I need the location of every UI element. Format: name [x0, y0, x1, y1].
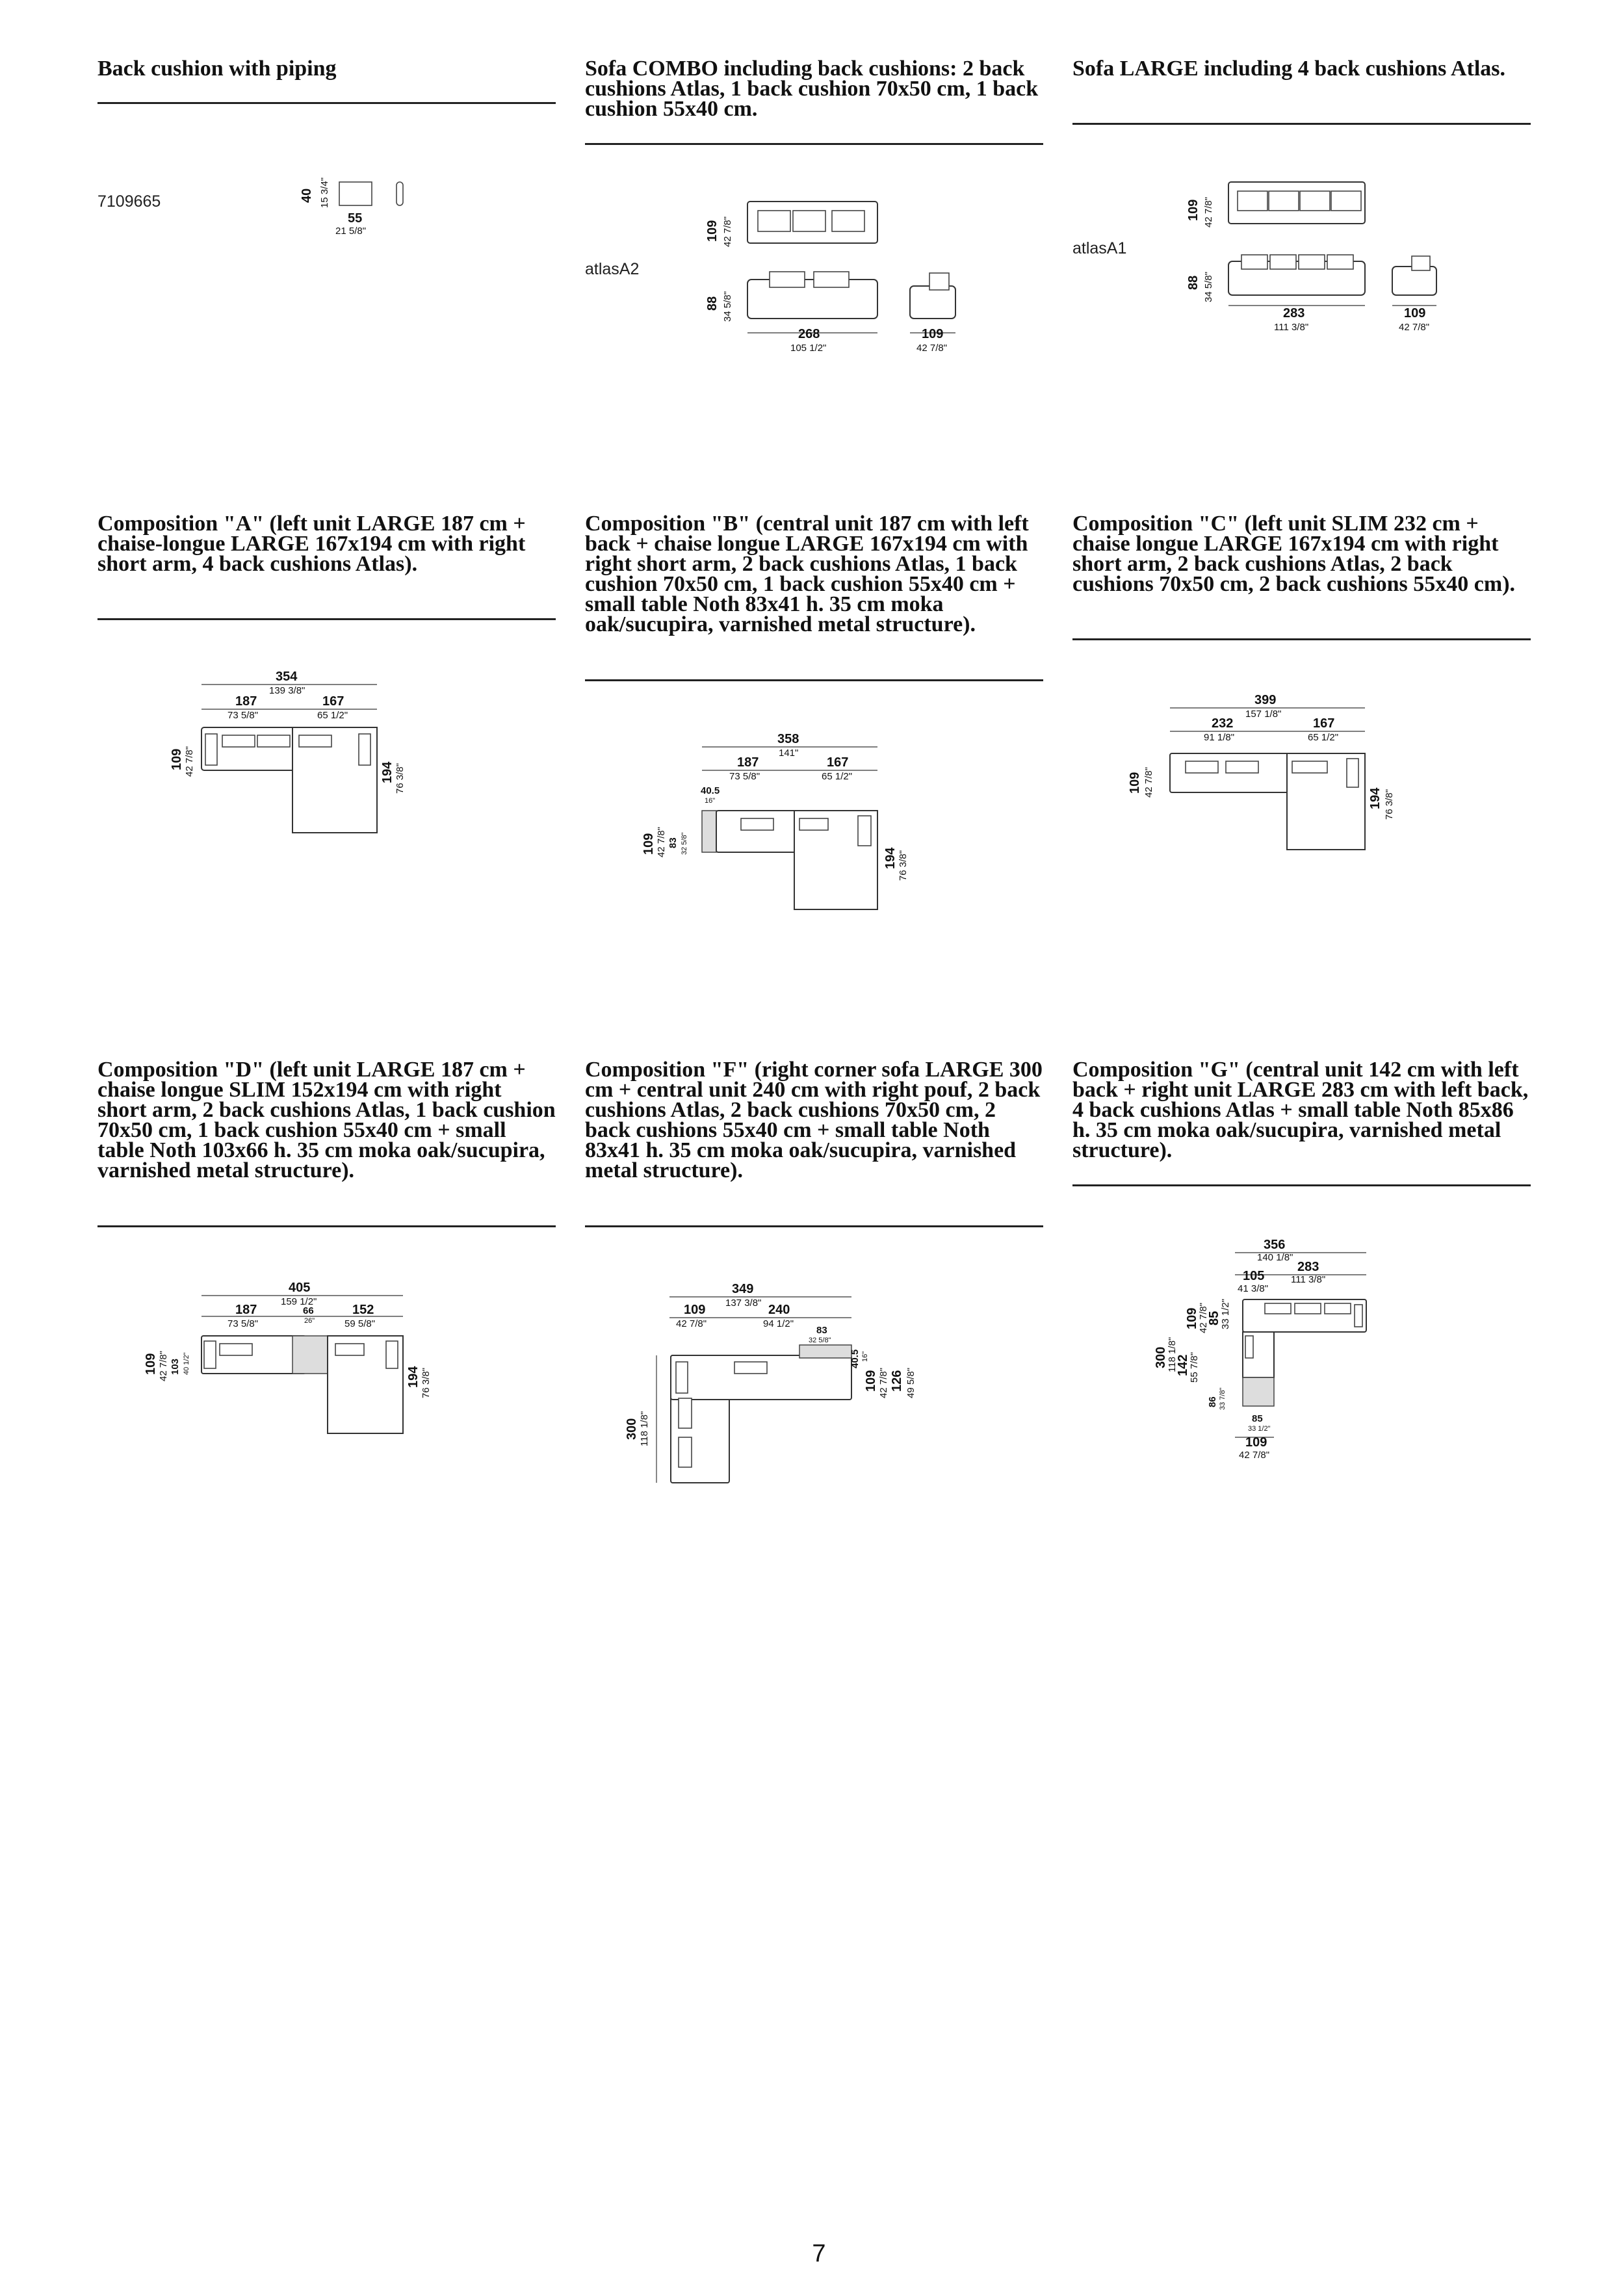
dim-label: 88	[1186, 275, 1201, 290]
dim-label: 167	[827, 755, 849, 770]
cell-composition-d	[97, 1060, 556, 1181]
dim-label: 55 7/8"	[1189, 1351, 1200, 1383]
dim-label: 167	[322, 694, 344, 709]
dim-label: 140 1/8"	[1257, 1252, 1293, 1263]
dim-label: 76 3/8"	[421, 1367, 432, 1398]
dim-label: 152	[352, 1303, 374, 1317]
cell-title: Sofa COMBO including back cushions: 2 back cushions Atlas, 1 back cushion 70x50 cm, 1 back cushion 55x40 cm.	[585, 57, 1039, 121]
dim-label: 349	[732, 1282, 754, 1296]
dim-label: 109	[1245, 1435, 1267, 1450]
dim-label: 126	[890, 1370, 904, 1392]
composition-f-drawing	[624, 1277, 936, 1511]
dim-label: 142	[1176, 1354, 1190, 1376]
composition-g-drawing	[1150, 1232, 1410, 1466]
dim-label: 194	[1368, 787, 1383, 809]
dim-label: 33 7/8"	[1219, 1387, 1227, 1410]
dim-label: 109	[705, 220, 720, 242]
cell-composition-f	[585, 1060, 1043, 1181]
dim-label: 83	[668, 837, 679, 848]
dim-label: 356	[1264, 1238, 1286, 1252]
dim-label: 59 5/8"	[344, 1318, 376, 1329]
page-number: 7	[812, 2240, 826, 2267]
dim-label: 85	[1252, 1413, 1263, 1424]
composition-b-drawing	[637, 725, 923, 920]
dim-label: 167	[1313, 716, 1335, 731]
sofa-large-drawing	[1183, 176, 1469, 338]
dim-label: 141"	[779, 748, 799, 759]
dim-label: 187	[235, 1303, 257, 1317]
dim-label: 42 7/8"	[184, 746, 195, 777]
dim-label: 26"	[304, 1317, 315, 1325]
dim-label: 85	[1207, 1311, 1221, 1325]
dim-label: 111 3/8"	[1291, 1274, 1326, 1285]
dim-label: 354	[276, 670, 298, 684]
dim-label: 109	[170, 748, 184, 770]
dim-label: 118 1/8"	[1167, 1337, 1178, 1372]
dim-label: 139 3/8"	[269, 685, 305, 696]
dim-label: 109	[1186, 199, 1201, 221]
dim-label: 240	[768, 1303, 790, 1317]
dim-label: 76 3/8"	[898, 850, 909, 881]
dim-label: 66	[303, 1305, 314, 1316]
dim-label: 42 7/8"	[1239, 1450, 1270, 1461]
dim-label: 33 1/2"	[1248, 1425, 1271, 1433]
cell-title: Composition "C" (left unit SLIM 232 cm + chaise longue LARGE 167x194 cm with right short arm, 2 back cushions Atlas, 2 back cushions 70x50 cm, 2 back cushions 55x40 cm).	[1072, 512, 1516, 596]
cell-composition-c	[1072, 514, 1531, 594]
dim-label: 73 5/8"	[729, 771, 760, 782]
dim-label: 194	[883, 847, 898, 869]
dim-label: 109	[684, 1303, 706, 1317]
cell-sofa-combo	[585, 59, 1043, 119]
divider	[1072, 1184, 1531, 1186]
dim-label: 40 1/2"	[183, 1352, 190, 1375]
dim-label: 65 1/2"	[317, 710, 348, 721]
dim-label: 109	[1128, 772, 1142, 794]
product-code: atlasA1	[1072, 239, 1127, 257]
divider	[1072, 638, 1531, 640]
dim-label: 137 3/8"	[725, 1298, 762, 1309]
dim-label: 21 5/8"	[335, 226, 367, 237]
dim-label: 73 5/8"	[227, 710, 259, 721]
dim-label: 42 7/8"	[656, 826, 667, 857]
cell-sofa-large	[1072, 59, 1531, 79]
product-code: 7109665	[97, 192, 161, 211]
back-cushion-drawing	[286, 169, 429, 247]
dim-label: 187	[737, 755, 759, 770]
divider	[97, 102, 556, 104]
dim-label: 105	[1243, 1269, 1265, 1283]
dim-label: 83	[816, 1325, 827, 1336]
divider	[585, 679, 1043, 681]
cell-back-cushion	[97, 59, 556, 79]
dim-label: 15 3/4"	[319, 177, 330, 208]
composition-d-drawing	[143, 1277, 442, 1446]
divider	[97, 1225, 556, 1227]
cell-title: Composition "F" (right corner sofa LARGE 300 cm + central unit 240 cm with right pouf, 2 back cushions Atlas, 2 back cushions 70x50 cm, 2 back cushions 55x40 cm + small table Noth 83x41 h. 35 cm moka oak/sucupira, varnished metal structure).	[585, 1058, 1043, 1182]
dim-label: 109	[144, 1353, 158, 1375]
dim-label: 187	[235, 694, 257, 709]
dim-label: 42 7/8"	[1203, 196, 1214, 228]
dim-label: 42 7/8"	[722, 216, 733, 247]
cell-title: Sofa LARGE including 4 back cushions Atlas.	[1072, 57, 1506, 81]
dim-label: 109	[922, 327, 944, 341]
dim-label: 42 7/8"	[676, 1318, 707, 1329]
dim-label: 194	[406, 1366, 421, 1388]
dim-label: 49 5/8"	[905, 1367, 916, 1398]
dim-label: 405	[289, 1281, 311, 1295]
dim-label: 109	[642, 833, 656, 855]
dim-label: 232	[1212, 716, 1234, 731]
dim-label: 40.5	[850, 1349, 861, 1368]
dim-label: 159 1/2"	[281, 1296, 317, 1307]
cell-title: Back cushion with piping	[97, 57, 337, 81]
cell-composition-a	[97, 514, 556, 574]
dim-label: 42 7/8"	[1399, 322, 1430, 333]
cell-composition-b	[585, 514, 1043, 634]
dim-label: 88	[705, 296, 720, 311]
dim-label: 65 1/2"	[822, 771, 853, 782]
dim-label: 42 7/8"	[1143, 766, 1154, 798]
composition-c-drawing	[1124, 686, 1410, 868]
dim-label: 358	[777, 732, 799, 746]
cell-title: Composition "G" (central unit 142 cm with left back + right unit LARGE 283 cm with left back, 4 back cushions Atlas + small table Noth 85x86 h. 35 cm moka oak/sucupira, varnished metal structure).	[1072, 1058, 1529, 1162]
dim-label: 42 7/8"	[1198, 1302, 1209, 1333]
dim-label: 76 3/8"	[395, 763, 406, 794]
dim-label: 283	[1297, 1260, 1319, 1274]
dim-label: 55	[348, 211, 363, 226]
dim-label: 111 3/8"	[1274, 322, 1309, 333]
dim-label: 42 7/8"	[878, 1367, 889, 1398]
dim-label: 300	[1154, 1346, 1168, 1368]
dim-label: 73 5/8"	[227, 1318, 259, 1329]
dim-label: 16"	[705, 797, 716, 805]
divider	[585, 143, 1043, 145]
dim-label: 34 5/8"	[722, 291, 733, 322]
dim-label: 33 1/2"	[1220, 1298, 1231, 1329]
cell-title: Composition "B" (central unit 187 cm with left back + chaise longue LARGE 167x194 cm with right short arm, 2 back cushions Atlas, 1 back cushion 70x50 cm, 1 back cushion 55x40 cm + small table Noth 83x41 h. 35 cm moka oak/sucupira, varnished metal structure).	[585, 512, 1029, 636]
dim-label: 40	[300, 188, 314, 203]
divider	[97, 618, 556, 620]
sofa-combo-drawing	[702, 195, 988, 358]
dim-label: 65 1/2"	[1308, 732, 1339, 743]
dim-label: 40.5	[701, 785, 720, 796]
dim-label: 109	[864, 1370, 878, 1392]
dim-label: 194	[380, 761, 395, 783]
dim-label: 32 5/8"	[681, 832, 688, 855]
dim-label: 109	[1185, 1307, 1199, 1329]
dim-label: 94 1/2"	[763, 1318, 794, 1329]
composition-a-drawing	[162, 666, 422, 835]
cell-title: Composition "A" (left unit LARGE 187 cm + chaise-longue LARGE 167x194 cm with right short arm, 4 back cushions Atlas).	[97, 512, 526, 576]
dim-label: 76 3/8"	[1384, 789, 1395, 820]
dim-label: 105 1/2"	[790, 343, 827, 354]
dim-label: 32 5/8"	[809, 1337, 831, 1344]
dim-label: 109	[1404, 306, 1426, 320]
dim-label: 91 1/8"	[1204, 732, 1235, 743]
dim-label: 283	[1283, 306, 1305, 320]
dim-label: 103	[170, 1358, 181, 1375]
divider	[585, 1225, 1043, 1227]
dim-label: 86	[1207, 1396, 1218, 1407]
product-code: atlasA2	[585, 260, 640, 278]
dim-label: 268	[798, 327, 820, 341]
dim-label: 34 5/8"	[1203, 271, 1214, 302]
cell-title: Composition "D" (left unit LARGE 187 cm + chaise longue SLIM 152x194 cm with right short arm, 2 back cushions Atlas, 1 back cushion 70x50 cm, 1 back cushion 55x40 cm + small table Noth 103x66 h. 35 cm moka oak/sucupira, varnished metal structure).	[97, 1058, 556, 1182]
dim-label: 118 1/8"	[639, 1411, 650, 1446]
divider	[1072, 123, 1531, 125]
dim-label: 16"	[861, 1351, 869, 1362]
dim-label: 42 7/8"	[158, 1350, 169, 1381]
dim-label: 42 7/8"	[916, 343, 948, 354]
dim-label: 399	[1254, 693, 1277, 707]
dim-label: 300	[625, 1418, 639, 1440]
dim-label: 157 1/8"	[1245, 709, 1282, 720]
cell-composition-g	[1072, 1060, 1531, 1160]
dim-label: 41 3/8"	[1238, 1283, 1269, 1294]
